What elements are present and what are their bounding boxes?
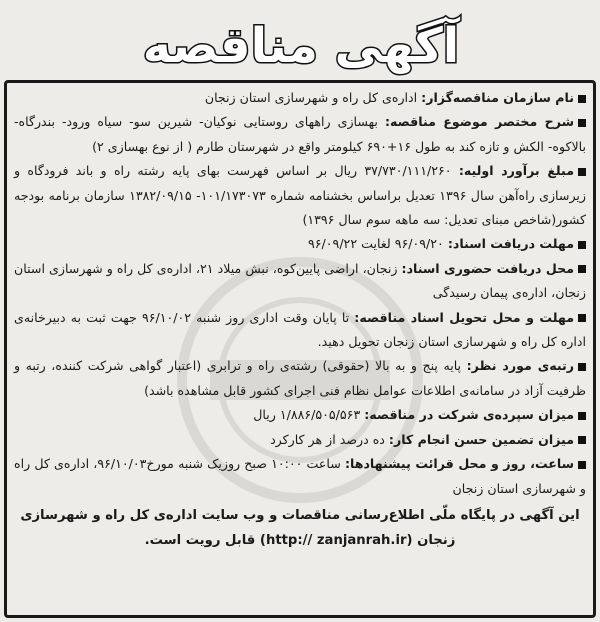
footer-line-2: زنجان (http:// zanjanrah.ir) قابل رویت است.: [144, 532, 456, 548]
title-banner: [116, 12, 486, 80]
item-deposit: میزان سپرده‌ی شرکت در مناقصه: ۱/۸۸۶/۵۰۵/۵۶۳ ریال: [14, 403, 586, 427]
square-bullet-icon: [578, 412, 586, 420]
notice-body: [14, 86, 586, 553]
item-document-location: محل دریافت حضوری اسناد: زنجان، اراضی پایین‌کوه، نبش میلاد ۲۱، اداره‌ی کل راه و شهرسازی استان زنجان، اداره‌ی پیمان رسیدگی: [14, 260, 586, 301]
item-document-deadline: مهلت دریافت اسناد: ۹۶/۰۹/۲۰ لغایت ۹۶/۰۹/۲۲: [14, 232, 586, 256]
square-bullet-icon: [578, 363, 586, 371]
square-bullet-icon: [578, 461, 586, 469]
item-estimate: مبلغ برآورد اولیه: ۳۷/۷۳۰/۱۱۱/۲۶۰ ریال بر اساس فهرست بهای پایه رشته راه و باند فرودگاه و زیرسازی راه‌آهن سال ۱۳۹۶ تعدیل براساس بخشنامه شماره ۱۰۱/۱۷۳۰۷۳- ۱۳۸۲/۰۹/۱۵ سازمان برنامه بودجه کشور(شاخص مبنای تعدیل: سه ماهه سوم سال ۱۳۹۶): [14, 163, 586, 228]
item-subject: شرح مختصر موضوع مناقصه: بهسازی راههای روستایی نوکیان- شیرین سو- سیاه ورود- بندرگاه-بالاکوه- الکش و تازه کند به طول ۱۶+۶۹۰ کیلومتر واقع در شهرستان طارم ( از نوع بهسازی ۲): [14, 114, 586, 154]
square-bullet-icon: [578, 436, 586, 444]
page-title: آگهی مناقصه: [142, 18, 460, 74]
square-bullet-icon: [578, 119, 586, 127]
item-performance-guarantee: میزان تضمین حسن انجام کار: ده درصد از هر کارکرد: [14, 428, 586, 452]
square-bullet-icon: [578, 168, 586, 176]
square-bullet-icon: [578, 265, 586, 273]
footer-line-1: این آگهی در پایگاه ملّی اطلاع‌رسانی مناقصات و وب سایت اداره‌ی کل راه و شهرسازی: [20, 507, 580, 523]
square-bullet-icon: [578, 95, 586, 103]
item-submission: مهلت و محل تحویل اسناد مناقصه: تا پایان وقت اداری روز شنبه ۹۶/۱۰/۰۲ جهت ثبت به دبیرخانه‌ی اداره کل راه و شهرسازی استان زنجان تحویل دهید.: [14, 309, 586, 350]
item-required-grade: رتبه‌ی مورد نظر: پایه پنج و به بالا (حقوقی) رشته‌ی راه و ترابری (اعتبار گواهی شرکت کننده، رتبه و ظرفیت آزاد در سامانه‌ی اطلاعات عوامل نظام فنی اجرای کشور قابل مشاهده باشد): [14, 358, 586, 398]
item-organization: نام سازمان مناقصه‌گزار: اداره‌ی کل راه و شهرسازی استان زنجان: [14, 86, 586, 110]
square-bullet-icon: [578, 241, 586, 249]
item-bid-opening: ساعت، روز و محل قرائت پیشنهادها: ساعت ۱۰:۰۰ صبح روزیک شنبه مورخ۹۶/۱۰/۰۳، اداره‌ی کل راه و شهرسازی استان زنجان: [14, 456, 586, 496]
notice-footer: [14, 503, 586, 553]
square-bullet-icon: [578, 314, 586, 322]
